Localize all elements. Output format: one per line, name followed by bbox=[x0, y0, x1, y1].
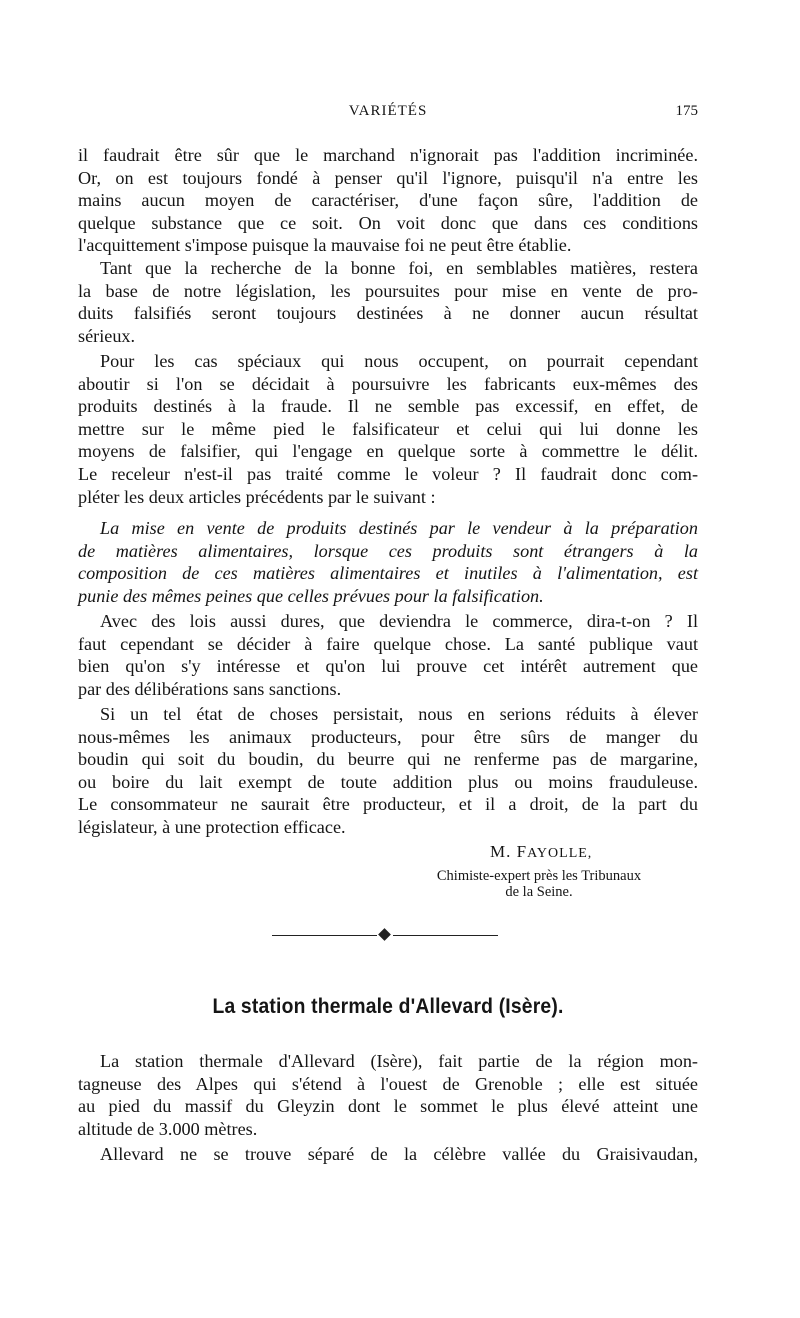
text-line: ou boire du lait exempt de toute addition plus ou moins frauduleuse. bbox=[78, 771, 698, 792]
author-role bbox=[410, 868, 668, 900]
text-line: législateur, à une protection efficace. bbox=[78, 816, 346, 837]
text-line: Le consommateur ne saurait être producteur, et il a droit, de la part du bbox=[78, 794, 698, 815]
text-line: duits falsifiés seront toujours destinées à ne donner aucun résultat bbox=[78, 303, 698, 324]
text-line: quelque substance que ce soit. On voit donc que dans ces conditions bbox=[78, 212, 698, 233]
author-role-line: Chimiste-expert près les Tribunaux bbox=[436, 868, 642, 884]
running-title: VARIÉTÉS bbox=[348, 103, 428, 119]
text-line: Si un tel état de choses persistait, nous en serions réduits à élever bbox=[100, 704, 698, 724]
paragraph-1 bbox=[78, 144, 698, 257]
text-line: boudin qui soit du boudin, du beurre qui ne renferme pas de margarine, bbox=[78, 749, 698, 770]
section-paragraph-1 bbox=[78, 1050, 698, 1140]
section-divider bbox=[272, 929, 498, 941]
paragraph-3 bbox=[78, 350, 698, 508]
text-line: Pour les cas spéciaux qui nous occupent, on pourrait cependant bbox=[100, 351, 698, 371]
author-role-line: de la Seine. bbox=[505, 884, 573, 900]
text-line: pléter les deux articles précédents par le suivant : bbox=[78, 486, 436, 507]
text-line: Or, on est toujours fondé à penser qu'il l'ignore, puisqu'il n'a entre les bbox=[78, 167, 698, 188]
text-line: tagneuse des Alpes qui s'étend à l'ouest de Grenoble ; elle est située bbox=[78, 1073, 698, 1094]
author-initial: M. bbox=[490, 842, 512, 861]
text-line: altitude de 3.000 mètres. bbox=[78, 1118, 258, 1139]
text-line: produits destinés à la fraude. Il ne semble pas excessif, en effet, de bbox=[78, 396, 698, 417]
text-line: sérieux. bbox=[78, 325, 136, 346]
proposed-article bbox=[78, 517, 698, 607]
text-line: l'acquittement s'impose puisque la mauvaise foi ne peut être établie. bbox=[78, 235, 572, 256]
text-line: bien qu'on s'y intéresse et qu'on lui prouve cet intérêt autrement que bbox=[78, 656, 698, 677]
section-paragraph-2 bbox=[78, 1143, 698, 1166]
text-line: faut cependant se décider à faire quelque chose. La santé publique vaut bbox=[78, 633, 698, 654]
divider-rule bbox=[393, 935, 498, 936]
text-line: Tant que la recherche de la bonne foi, en semblables matières, restera bbox=[100, 258, 698, 278]
text-line: punie des mêmes peines que celles prévues pour la falsification. bbox=[78, 585, 544, 606]
section-title: La station thermale d'Allevard (Isère). bbox=[212, 995, 564, 1018]
text-line: mettre sur le même pied le falsificateur et celui qui lui donne les bbox=[78, 418, 698, 439]
diamond-ornament-icon bbox=[378, 928, 391, 941]
running-header bbox=[78, 103, 698, 127]
author-surname-initial: F bbox=[516, 842, 528, 861]
text-line: Avec des lois aussi dures, que deviendra le commerce, dira-t-on ? Il bbox=[100, 611, 698, 631]
text-line: La mise en vente de produits destinés par le vendeur à la préparation bbox=[100, 518, 698, 538]
paragraph-5 bbox=[78, 610, 698, 700]
text-line: la base de notre législation, les poursuites pour mise en vente de pro- bbox=[78, 280, 698, 301]
text-line: il faudrait être sûr que le marchand n'ignorait pas l'addition incriminée. bbox=[78, 145, 698, 165]
text-line: au pied du massif du Gleyzin dont le sommet le plus élevé atteint une bbox=[78, 1096, 698, 1117]
page-number: 175 bbox=[675, 103, 698, 119]
author-surname-rest: AYOLLE, bbox=[527, 846, 593, 861]
author-signature bbox=[490, 842, 592, 862]
text-line: de matières alimentaires, lorsque ces produits sont étrangers à la bbox=[78, 540, 698, 561]
text-line: mains aucun moyen de caractériser, d'une façon sûre, l'addition de bbox=[78, 190, 698, 211]
text-line: Le receleur n'est-il pas traité comme le voleur ? Il faudrait donc com- bbox=[78, 463, 698, 484]
text-line: nous-mêmes les animaux producteurs, pour être sûrs de manger du bbox=[78, 726, 698, 747]
text-line: La station thermale d'Allevard (Isère), fait partie de la région mon- bbox=[100, 1051, 698, 1071]
text-line: Allevard ne se trouve séparé de la célèbre vallée du Graisivaudan, bbox=[100, 1144, 698, 1164]
divider-rule bbox=[272, 935, 377, 936]
paragraph-6 bbox=[78, 703, 698, 839]
paragraph-2 bbox=[78, 257, 698, 347]
text-line: composition de ces matières alimentaires et inutiles à l'alimentation, est bbox=[78, 563, 698, 584]
text-line: par des délibérations sans sanctions. bbox=[78, 678, 342, 699]
text-line: moyens de falsifier, qui l'engage en quelque sorte à commettre le délit. bbox=[78, 441, 698, 462]
text-line: aboutir si l'on se décidait à poursuivre les fabricants eux-mêmes des bbox=[78, 373, 698, 394]
